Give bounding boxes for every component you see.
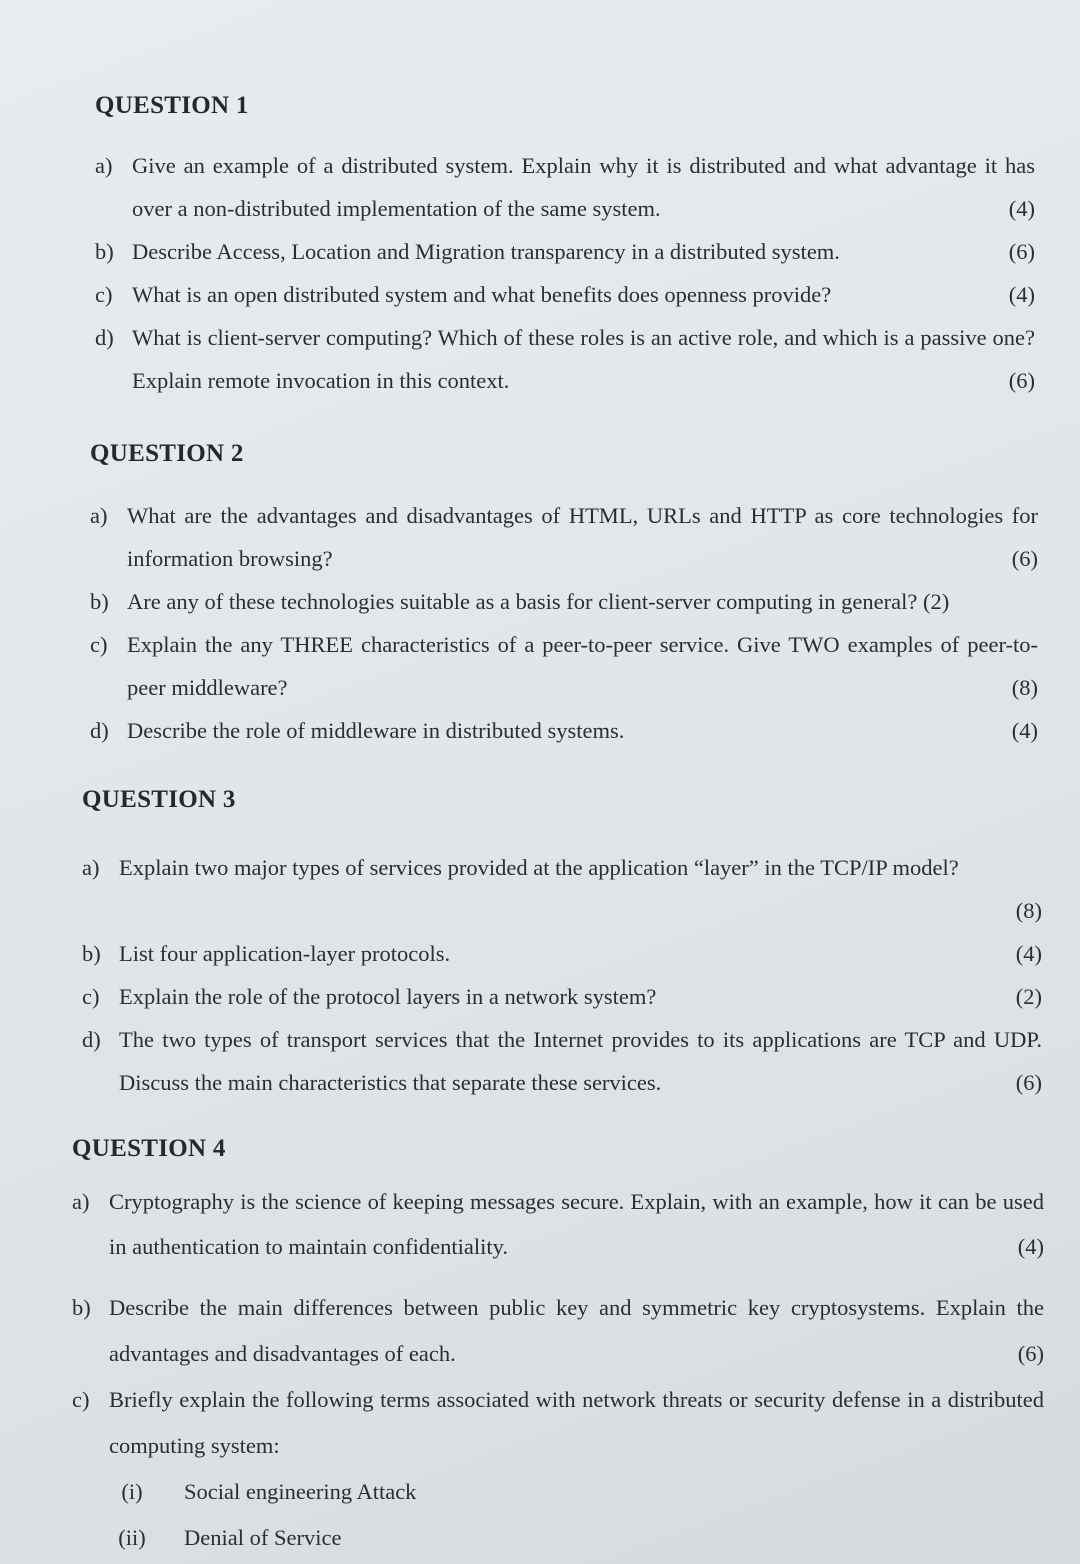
part-marks: (8): [1015, 898, 1042, 923]
question-heading: QUESTION 4: [72, 1135, 226, 1162]
question-2-part-b: [90, 580, 1038, 623]
part-marks: (8): [1011, 675, 1038, 700]
subitem-text: Denial of Service: [184, 1525, 342, 1550]
part-letter: b): [90, 589, 109, 614]
part-letter: a): [82, 855, 100, 880]
part-marks: (6): [1017, 1341, 1044, 1366]
question-3-part-b: [82, 932, 1042, 975]
question-4-part-b: [72, 1285, 1044, 1377]
part-letter: d): [90, 718, 109, 743]
part-text: Cryptography is the science of keeping messages secure. Explain, with an example, how it can be used in authentication to maintain confidentiality.: [109, 1189, 1044, 1259]
part-marks: (4): [1015, 941, 1042, 966]
part-letter: b): [82, 941, 101, 966]
part-letter: c): [82, 984, 100, 1009]
part-letter: b): [72, 1295, 91, 1320]
part-text: Explain the role of the protocol layers in a network system?: [119, 984, 657, 1009]
question-1: [95, 92, 1035, 402]
subitem-number: (ii): [118, 1525, 146, 1550]
part-letter: d): [82, 1027, 101, 1052]
question-4-part-a: [72, 1179, 1044, 1269]
part-marks: (4): [1008, 196, 1035, 221]
question-4-subitem-ii: [72, 1515, 1044, 1561]
question-3-part-a: [82, 846, 1042, 932]
part-marks: (6): [1008, 239, 1035, 264]
question-2-part-d: [90, 709, 1038, 752]
subitem-number: (i): [121, 1479, 143, 1504]
part-letter: a): [90, 503, 108, 528]
part-letter: a): [95, 153, 113, 178]
part-text: Describe the main differences between public key and symmetric key cryptosystems. Explain the advantages and disadvantages of each.: [109, 1295, 1044, 1366]
part-marks: (6): [1008, 368, 1035, 393]
question-heading: QUESTION 3: [82, 786, 236, 813]
part-marks: (4): [1011, 718, 1038, 743]
part-text: Are any of these technologies suitable as a basis for client-server computing in general? (2): [127, 589, 950, 614]
subitem-text: Social engineering Attack: [184, 1479, 417, 1504]
question-1-part-a: [95, 144, 1035, 230]
part-letter: c): [95, 282, 113, 307]
question-4-part-c: [72, 1377, 1044, 1469]
part-letter: d): [95, 325, 114, 350]
question-3-part-c: [82, 975, 1042, 1018]
question-2-part-a: [90, 494, 1038, 580]
part-text: What is client-server computing? Which of these roles is an active role, and which is a passive one? Explain remote invocation in this context.: [132, 325, 1035, 393]
part-text: Explain the any THREE characteristics of a peer-to-peer service. Give TWO examples of peer-to- peer middleware?: [127, 632, 1038, 700]
question-4-subitem-i: [72, 1469, 1044, 1515]
part-marks: (2): [1015, 984, 1042, 1009]
question-1-part-c: [95, 273, 1035, 316]
part-text: What is an open distributed system and what benefits does openness provide?: [132, 282, 832, 307]
part-text: Describe Access, Location and Migration transparency in a distributed system.: [132, 239, 840, 264]
question-2: [90, 440, 1038, 752]
part-text: Explain two major types of services provided at the application “layer” in the TCP/IP model?: [119, 855, 959, 880]
part-text: What are the advantages and disadvantages of HTML, URLs and HTTP as core technologies for information browsing?: [127, 503, 1038, 571]
question-3-part-d: [82, 1018, 1042, 1104]
part-letter: c): [90, 632, 108, 657]
part-marks: (6): [1011, 546, 1038, 571]
question-3: [82, 786, 1042, 1104]
part-letter: a): [72, 1189, 90, 1214]
part-marks: (4): [1017, 1234, 1044, 1259]
part-marks: (6): [1015, 1070, 1042, 1095]
question-heading: QUESTION 2: [90, 440, 244, 467]
question-1-part-d: [95, 316, 1035, 402]
part-marks: (4): [1008, 282, 1035, 307]
question-1-part-b: [95, 230, 1035, 273]
part-text: Describe the role of middleware in distributed systems.: [127, 718, 625, 743]
part-text: Briefly explain the following terms associated with network threats or security defense in a distributed computing system:: [109, 1387, 1044, 1458]
part-text: Give an example of a distributed system. Explain why it is distributed and what advantage it has over a non-distributed implementation of the same system.: [132, 153, 1035, 221]
part-letter: b): [95, 239, 114, 264]
part-letter: c): [72, 1387, 90, 1412]
part-text: List four application-layer protocols.: [119, 941, 451, 966]
question-4: [72, 1135, 1044, 1561]
question-heading: QUESTION 1: [95, 92, 249, 119]
part-text: The two types of transport services that the Internet provides to its applications are TCP and UDP. Discuss the main characteristics that separate these services.: [119, 1027, 1042, 1095]
question-2-part-c: [90, 623, 1038, 709]
